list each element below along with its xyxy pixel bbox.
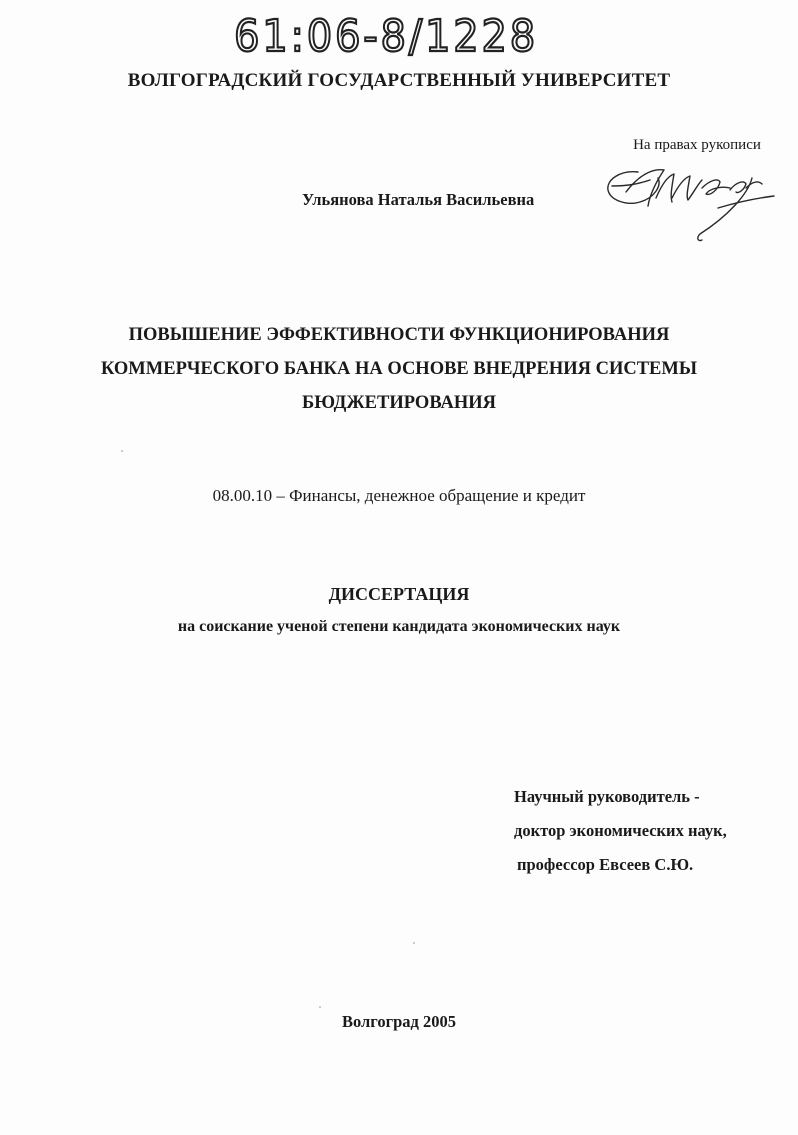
author-name: Ульянова Наталья Васильевна	[302, 190, 535, 209]
city-and-year: Волгоград 2005	[341, 1012, 457, 1031]
supervisor-line-3: профессор Евсеев С.Ю.	[517, 855, 694, 874]
document-type: ДИССЕРТАЦИЯ	[328, 584, 470, 604]
scientific-supervisor	[514, 780, 727, 882]
scan-speck	[413, 942, 415, 944]
university-name: ВОЛГОГРАДСКИЙ ГОСУДАРСТВЕННЫЙ УНИВЕРСИТЕТ	[127, 70, 671, 91]
manuscript-note: На правах рукописи	[633, 137, 761, 153]
scan-speck	[319, 1006, 321, 1008]
author-signature	[598, 158, 780, 244]
supervisor-line-2: доктор экономических наук,	[514, 821, 727, 840]
dissertation-title	[0, 318, 798, 420]
archive-stamp-text: 61:06-8/1228	[234, 11, 538, 60]
scan-speck	[121, 450, 123, 452]
degree-statement: на соискание ученой степени кандидата экономических наук	[177, 618, 621, 635]
archive-stamp	[228, 6, 548, 60]
supervisor-line-1: Научный руководитель -	[514, 787, 700, 806]
title-line-3: БЮДЖЕТИРОВАНИЯ	[301, 393, 496, 413]
title-line-1: ПОВЫШЕНИЕ ЭФФЕКТИВНОСТИ ФУНКЦИОНИРОВАНИЯ	[128, 325, 670, 345]
title-line-2: КОММЕРЧЕСКОГО БАНКА НА ОСНОВЕ ВНЕДРЕНИЯ СИСТЕМЫ	[100, 359, 698, 379]
specialty-code: 08.00.10 – Финансы, денежное обращение и кредит	[212, 486, 586, 505]
